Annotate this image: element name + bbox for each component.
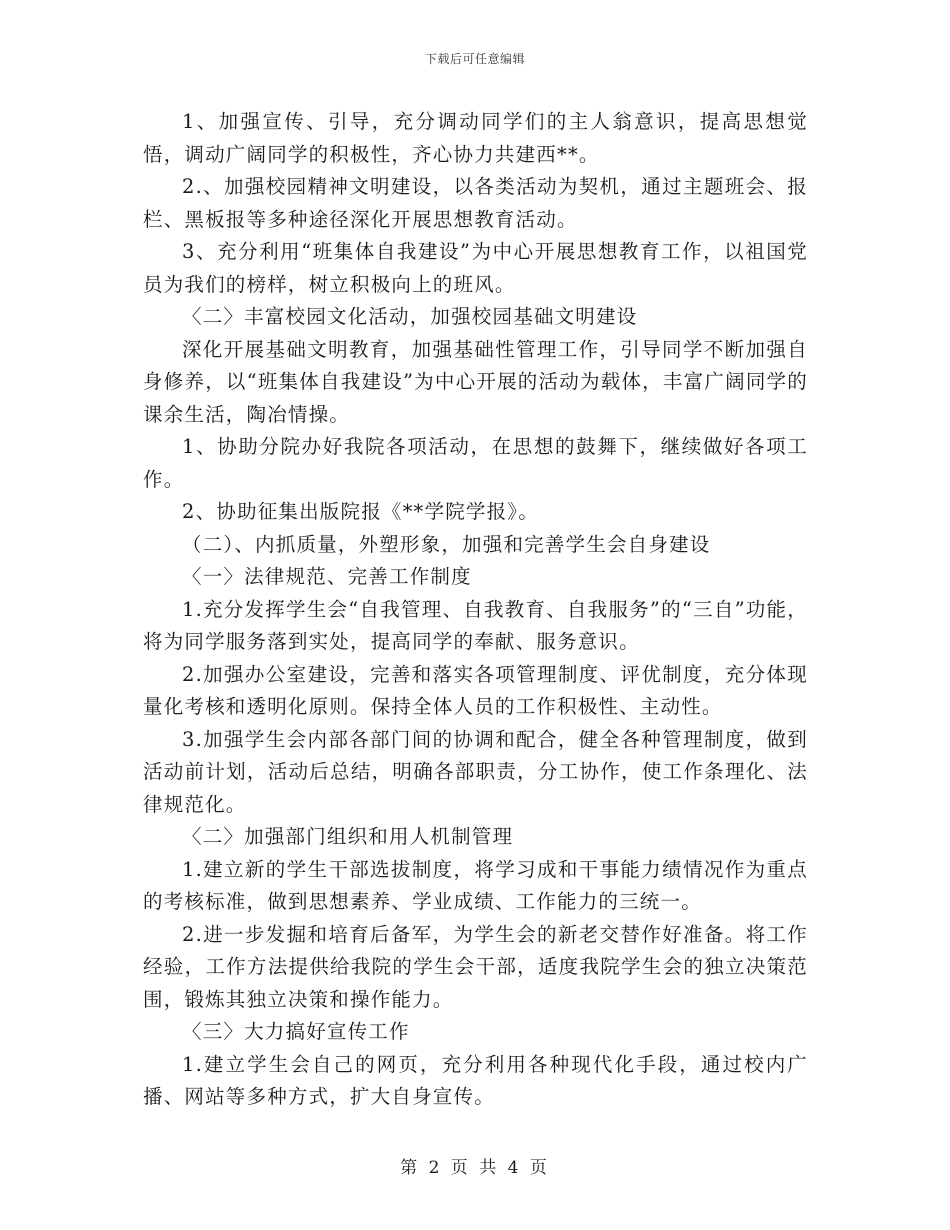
paragraph: 2.、加强校园精神文明建设，以各类活动为契机，通过主题班会、报栏、黑板报等多种途径深化开展思想教育活动。 [143, 175, 808, 231]
paragraph: 深化开展基础文明教育，加强基础性管理工作，引导同学不断加强自身修养，以“班集体自我建设”为中心开展的活动为载体，丰富广阔同学的课余生活，陶冶情操。 [143, 337, 808, 426]
paragraph: 1.充分发挥学生会“自我管理、自我教育、自我服务”的“三自”功能，将为同学服务落到实处，提高同学的奉献、服务意识。 [143, 597, 808, 653]
section-heading: （二）、内抓质量，外塑形象，加强和完善学生会自身建设 [182, 532, 711, 556]
paragraph: 2.加强办公室建设，完善和落实各项管理制度、评优制度，充分体现量化考核和透明化原则。保持全体人员的工作积极性、主动性。 [143, 662, 808, 718]
paragraph: 1、加强宣传、引导，充分调动同学们的主人翁意识，提高思想觉悟，调动广阔同学的积极性，齐心协力共建西**。 [143, 110, 808, 166]
subsection-heading: 〈三〉大力搞好宣传工作 [182, 1020, 410, 1043]
paragraph: 3.加强学生会内部各部门间的协调和配合，健全各种管理制度，做到活动前计划，活动后总结，明确各部职责，分工协作，使工作条理化、法律规范化。 [143, 727, 808, 816]
paragraph: 2.进一步发掘和培育后备军，为学生会的新老交替作好准备。将工作经验，工作方法提供给我院的学生会干部，适度我院学生会的独立决策范围，锻炼其独立决策和操作能力。 [143, 922, 808, 1011]
paragraph: 1.建立学生会自己的网页，充分利用各种现代化手段，通过校内广播、网站等多种方式，扩大自身宣传。 [143, 1052, 808, 1108]
document-body [143, 106, 808, 1114]
section-heading: 〈二〉丰富校园文化活动，加强校园基础文明建设 [182, 305, 638, 328]
paragraph: 1、协助分院办好我院各项活动，在思想的鼓舞下，继续做好各项工作。 [143, 435, 808, 491]
page-header: 下载后可任意编辑 [424, 52, 525, 66]
subsection-heading: 〈二〉加强部门组织和用人机制管理 [182, 825, 514, 848]
page-number-footer: 第 2 页 共 4 页 [400, 1158, 550, 1178]
paragraph: 2、协助征集出版院报《**学院学报》。 [182, 500, 539, 523]
subsection-heading: 〈一〉法律规范、完善工作制度 [182, 565, 472, 588]
paragraph: 3、充分利用“班集体自我建设”为中心开展思想教育工作，以祖国党员为我们的榜样，树立积极向上的班风。 [143, 240, 808, 296]
paragraph: 1.建立新的学生干部选拔制度，将学习成和干事能力绩情况作为重点的考核标准，做到思想素养、学业成绩、工作能力的三统一。 [143, 857, 808, 913]
